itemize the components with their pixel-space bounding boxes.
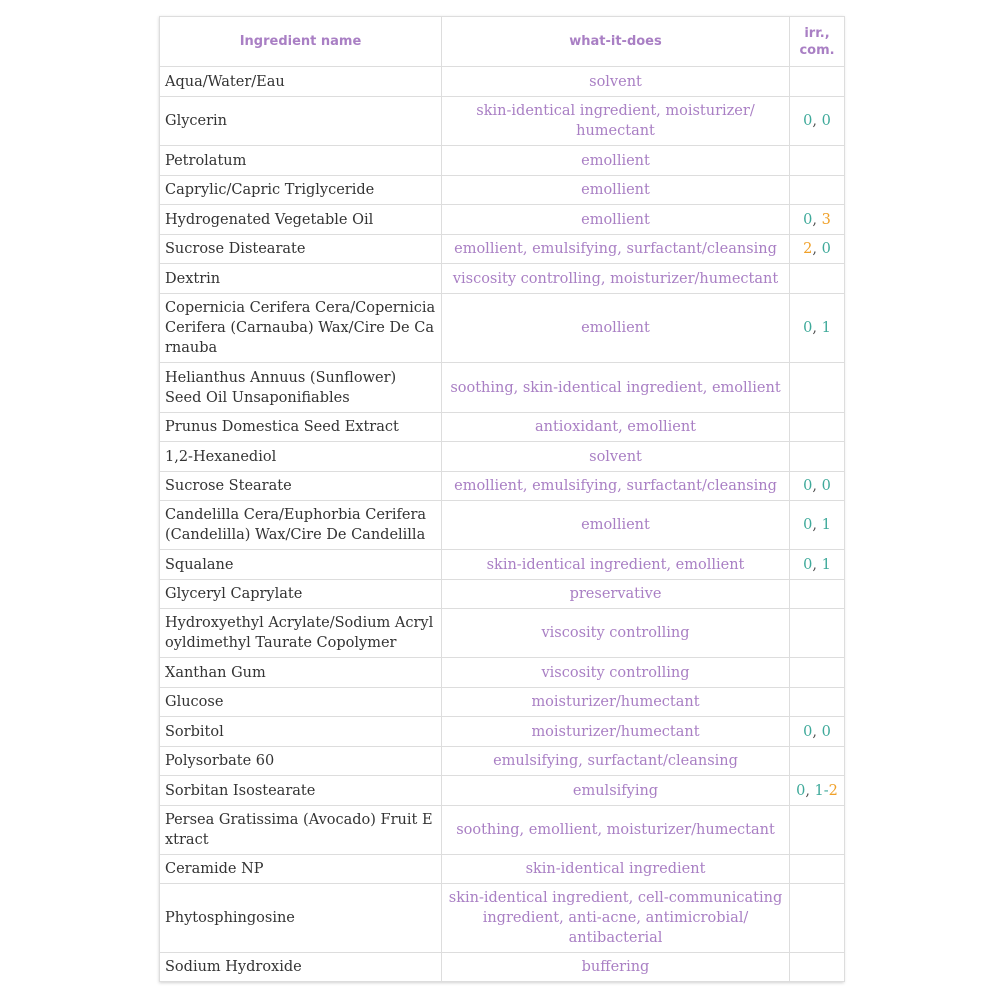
table-row bbox=[160, 776, 845, 806]
table-row bbox=[160, 884, 845, 953]
header-ingredient-name[interactable]: Ingredient name bbox=[160, 17, 442, 67]
table-row bbox=[160, 717, 845, 747]
table-row bbox=[160, 580, 845, 609]
irritancy-comedogenicity bbox=[790, 264, 845, 294]
rating-value: 0 bbox=[821, 241, 831, 257]
irritancy-comedogenicity bbox=[790, 67, 845, 97]
table-row bbox=[160, 67, 845, 97]
table-row bbox=[160, 658, 845, 688]
ingredient-function[interactable]: moisturizer/humectant bbox=[442, 688, 790, 717]
ingredient-function[interactable]: emollient, emulsifying, surfactant/cleansing bbox=[442, 472, 790, 501]
table-row bbox=[160, 806, 845, 855]
rating-separator: , bbox=[812, 211, 822, 228]
rating-value: 0 bbox=[803, 113, 813, 129]
ingredient-name-link[interactable]: Sorbitan Isostearate bbox=[160, 776, 442, 806]
irritancy-comedogenicity bbox=[790, 688, 845, 717]
ingredient-name-link[interactable]: Sucrose Stearate bbox=[160, 472, 442, 501]
irritancy-comedogenicity bbox=[790, 884, 845, 953]
rating-separator: , bbox=[812, 320, 822, 336]
ingredients-table bbox=[159, 16, 845, 982]
rating-value: 0 bbox=[796, 782, 806, 799]
rating-value: 0 bbox=[803, 211, 813, 228]
ingredient-function[interactable]: emollient, emulsifying, surfactant/cleansing bbox=[442, 235, 790, 264]
irritancy-comedogenicity bbox=[790, 413, 845, 442]
ingredient-name-link[interactable]: Candelilla Cera/Euphorbia Cerifera (Candelilla) Wax/Cire De Candelilla bbox=[160, 501, 442, 550]
rating-value: 0 bbox=[803, 517, 813, 533]
table-row bbox=[160, 413, 845, 442]
ingredient-name-link[interactable]: Helianthus Annuus (Sunflower) Seed Oil Unsaponifiables bbox=[160, 363, 442, 413]
rating-value: 0 bbox=[803, 478, 813, 494]
table-row bbox=[160, 146, 845, 176]
ingredient-function[interactable]: emulsifying bbox=[442, 776, 790, 806]
irritancy-comedogenicity bbox=[790, 747, 845, 776]
ingredient-name-link[interactable]: Copernicia Cerifera Cera/Copernicia Cerifera (Carnauba) Wax/Cire De Ca rnauba bbox=[160, 294, 442, 363]
ingredient-name-link[interactable]: Prunus Domestica Seed Extract bbox=[160, 413, 442, 442]
ingredient-name-link[interactable]: Hydrogenated Vegetable Oil bbox=[160, 205, 442, 235]
header-what-it-does[interactable]: what-it-does bbox=[442, 17, 790, 67]
ingredient-function[interactable]: antioxidant, emollient bbox=[442, 413, 790, 442]
ingredient-name-link[interactable]: Glycerin bbox=[160, 97, 442, 146]
rating-separator: , bbox=[812, 241, 822, 257]
ingredient-name-link[interactable]: 1,2-Hexanediol bbox=[160, 442, 442, 472]
ingredient-name-link[interactable]: Sorbitol bbox=[160, 717, 442, 747]
rating-separator: , bbox=[805, 782, 815, 799]
irritancy-comedogenicity bbox=[790, 776, 845, 806]
ingredient-name-link[interactable]: Xanthan Gum bbox=[160, 658, 442, 688]
ingredient-function[interactable]: emollient bbox=[442, 176, 790, 205]
irritancy-comedogenicity bbox=[790, 146, 845, 176]
ingredient-name-link[interactable]: Caprylic/Capric Triglyceride bbox=[160, 176, 442, 205]
table-row bbox=[160, 953, 845, 982]
table-row bbox=[160, 294, 845, 363]
ingredient-name-link[interactable]: Squalane bbox=[160, 550, 442, 580]
rating-separator: , bbox=[812, 478, 822, 494]
table-row bbox=[160, 97, 845, 146]
ingredient-name-link[interactable]: Aqua/Water/Eau bbox=[160, 67, 442, 97]
irritancy-comedogenicity bbox=[790, 442, 845, 472]
table-row bbox=[160, 688, 845, 717]
table-row bbox=[160, 747, 845, 776]
ingredient-function[interactable]: skin-identical ingredient, emollient bbox=[442, 550, 790, 580]
table-row bbox=[160, 363, 845, 413]
table-row bbox=[160, 609, 845, 658]
ingredient-name-link[interactable]: Phytosphingosine bbox=[160, 884, 442, 953]
rating-value: 3 bbox=[821, 211, 831, 228]
table-header-row bbox=[160, 17, 845, 67]
irritancy-comedogenicity bbox=[790, 609, 845, 658]
ingredient-function[interactable]: emollient bbox=[442, 501, 790, 550]
header-irr-com[interactable]: irr., com. bbox=[790, 17, 845, 67]
ingredient-name-link[interactable]: Ceramide NP bbox=[160, 855, 442, 884]
ingredient-name-link[interactable]: Hydroxyethyl Acrylate/Sodium Acryl oyldimethyl Taurate Copolymer bbox=[160, 609, 442, 658]
ingredient-function[interactable]: emulsifying, surfactant/cleansing bbox=[442, 747, 790, 776]
table-row bbox=[160, 472, 845, 501]
table-row bbox=[160, 176, 845, 205]
ingredient-function[interactable]: emollient bbox=[442, 294, 790, 363]
ingredient-name-link[interactable]: Petrolatum bbox=[160, 146, 442, 176]
ingredient-function[interactable]: skin-identical ingredient, moisturizer/ humectant bbox=[442, 97, 790, 146]
irritancy-comedogenicity bbox=[790, 658, 845, 688]
ingredient-function[interactable]: moisturizer/humectant bbox=[442, 717, 790, 747]
ingredient-function[interactable]: emollient bbox=[442, 205, 790, 235]
irritancy-comedogenicity bbox=[790, 235, 845, 264]
ingredient-function[interactable]: emollient bbox=[442, 146, 790, 176]
ingredient-function[interactable]: viscosity controlling bbox=[442, 609, 790, 658]
ingredient-function[interactable]: skin-identical ingredient, cell-communicating ingredient, anti-acne, antimicrobial/ antibacterial bbox=[442, 884, 790, 953]
ingredient-function[interactable]: buffering bbox=[442, 953, 790, 982]
ingredients-table-container bbox=[159, 16, 844, 982]
ingredient-function[interactable]: solvent bbox=[442, 442, 790, 472]
irritancy-comedogenicity bbox=[790, 717, 845, 747]
rating-value: 0 bbox=[803, 556, 813, 573]
table-row bbox=[160, 855, 845, 884]
table-row bbox=[160, 205, 845, 235]
ingredient-function[interactable]: solvent bbox=[442, 67, 790, 97]
ingredient-name-link[interactable]: Dextrin bbox=[160, 264, 442, 294]
rating-value: 0 bbox=[821, 113, 831, 129]
table-row bbox=[160, 550, 845, 580]
ingredient-function[interactable]: preservative bbox=[442, 580, 790, 609]
rating-value: 1- bbox=[814, 782, 829, 799]
rating-separator: , bbox=[812, 517, 822, 533]
ingredient-name-link[interactable]: Glucose bbox=[160, 688, 442, 717]
table-row bbox=[160, 501, 845, 550]
rating-value: 0 bbox=[821, 723, 831, 740]
ingredient-function[interactable]: viscosity controlling bbox=[442, 658, 790, 688]
ingredient-function[interactable]: viscosity controlling, moisturizer/humectant bbox=[442, 264, 790, 294]
ingredient-function[interactable]: skin-identical ingredient bbox=[442, 855, 790, 884]
ingredient-name-link[interactable]: Glyceryl Caprylate bbox=[160, 580, 442, 609]
ingredient-name-link[interactable]: Sucrose Distearate bbox=[160, 235, 442, 264]
rating-separator: , bbox=[812, 723, 822, 740]
rating-value: 0 bbox=[803, 723, 813, 740]
irritancy-comedogenicity bbox=[790, 580, 845, 609]
ingredient-name-link[interactable]: Sodium Hydroxide bbox=[160, 953, 442, 982]
irritancy-comedogenicity bbox=[790, 953, 845, 982]
irritancy-comedogenicity bbox=[790, 806, 845, 855]
irritancy-comedogenicity bbox=[790, 855, 845, 884]
table-row bbox=[160, 264, 845, 294]
irritancy-comedogenicity bbox=[790, 97, 845, 146]
irritancy-comedogenicity bbox=[790, 501, 845, 550]
rating-value: 1 bbox=[821, 556, 831, 573]
rating-value: 0 bbox=[803, 320, 813, 336]
ingredient-function[interactable]: soothing, emollient, moisturizer/humectant bbox=[442, 806, 790, 855]
irritancy-comedogenicity bbox=[790, 294, 845, 363]
rating-value: 0 bbox=[821, 478, 831, 494]
irritancy-comedogenicity bbox=[790, 472, 845, 501]
irritancy-comedogenicity bbox=[790, 205, 845, 235]
table-row bbox=[160, 442, 845, 472]
rating-value: 2 bbox=[803, 241, 813, 257]
ingredient-function[interactable]: soothing, skin-identical ingredient, emollient bbox=[442, 363, 790, 413]
table-row bbox=[160, 235, 845, 264]
ingredient-name-link[interactable]: Persea Gratissima (Avocado) Fruit E xtract bbox=[160, 806, 442, 855]
irritancy-comedogenicity bbox=[790, 176, 845, 205]
irritancy-comedogenicity bbox=[790, 363, 845, 413]
rating-value: 1 bbox=[821, 320, 831, 336]
rating-separator: , bbox=[812, 113, 822, 129]
table-body bbox=[160, 67, 845, 982]
rating-value: 1 bbox=[821, 517, 831, 533]
rating-value: 2 bbox=[828, 782, 838, 799]
rating-separator: , bbox=[812, 556, 822, 573]
irritancy-comedogenicity bbox=[790, 550, 845, 580]
ingredient-name-link[interactable]: Polysorbate 60 bbox=[160, 747, 442, 776]
